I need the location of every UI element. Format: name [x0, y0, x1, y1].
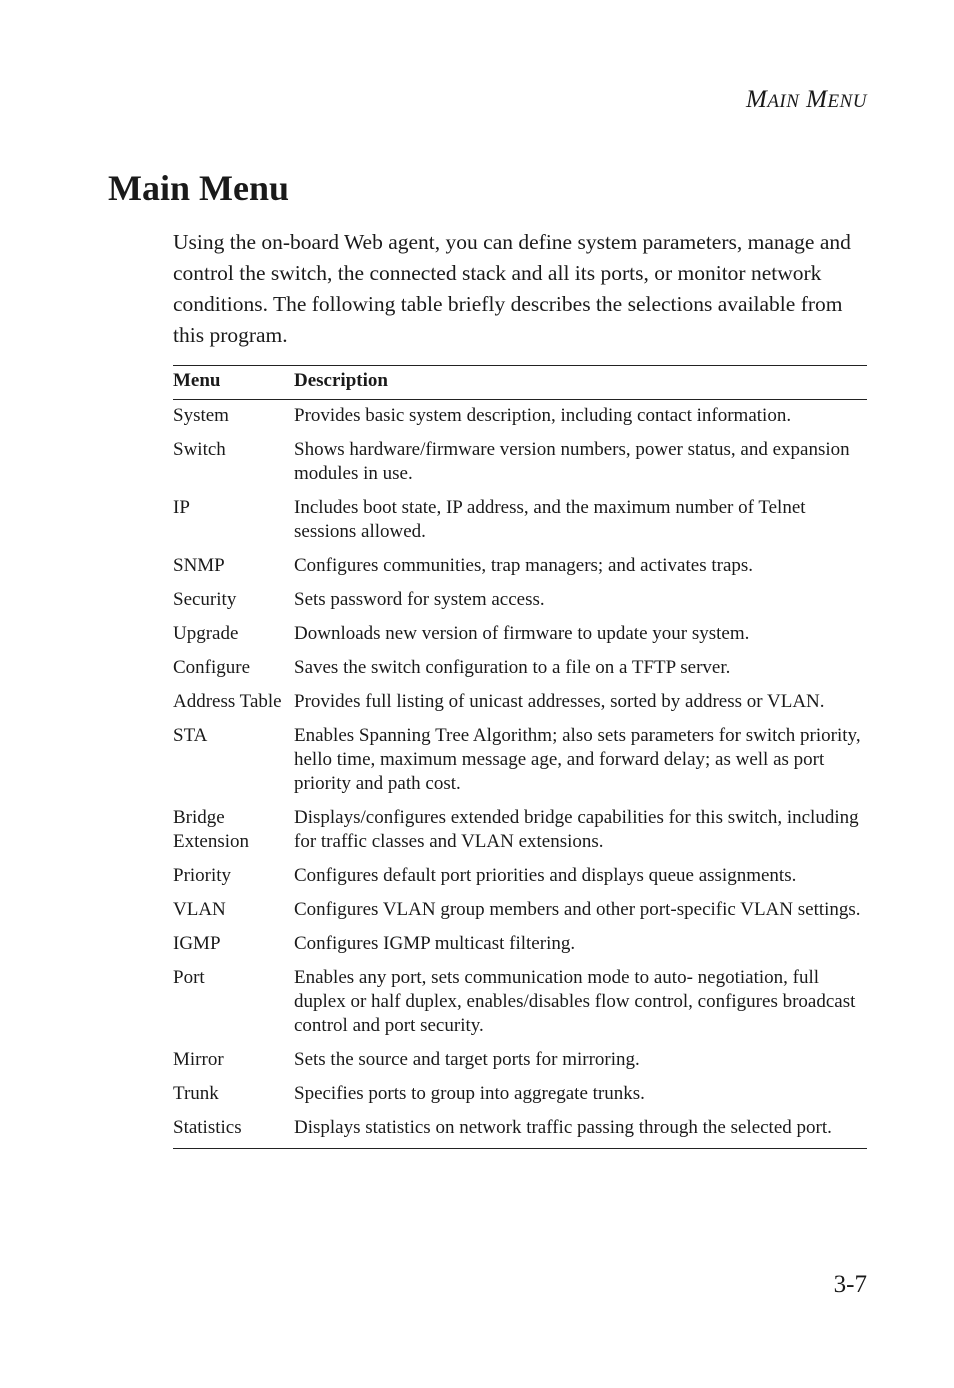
description-cell: Sets the source and target ports for mirroring. [294, 1049, 640, 1070]
menu-cell: VLAN [173, 899, 226, 920]
menu-cell: IGMP [173, 933, 221, 954]
table-row [173, 929, 867, 963]
description-cell: Configures IGMP multicast filtering. [294, 933, 576, 954]
menu-cell: System [173, 405, 229, 426]
running-header-rest-2: ENU [827, 91, 867, 112]
table-row [173, 435, 867, 493]
menu-cell: Port [173, 967, 205, 988]
menu-cell: Switch [173, 439, 226, 460]
description-cell: Configures default port priorities and displays queue assignments. [294, 865, 797, 886]
description-cell: Configures VLAN group members and other port-specific VLAN settings. [294, 899, 861, 920]
menu-cell: Mirror [173, 1049, 224, 1070]
menu-cell: Priority [173, 865, 232, 886]
table-row [173, 551, 867, 585]
description-cell: Enables Spanning Tree Algorithm; also sets parameters for switch priority, hello time, maximum message age, and forward delay; as well as port priority and path cost. [294, 725, 861, 794]
menu-cell: Trunk [173, 1083, 219, 1104]
menu-cell: STA [173, 725, 208, 746]
table-row [173, 619, 867, 653]
menu-cell: SNMP [173, 555, 225, 576]
table-row [173, 963, 867, 1045]
running-header-rest-1: AIN [767, 91, 800, 112]
page-title: Main Menu [108, 168, 290, 208]
table-row [173, 895, 867, 929]
description-cell: Specifies ports to group into aggregate trunks. [294, 1083, 645, 1104]
table-row [173, 687, 867, 721]
table-row [173, 653, 867, 687]
table-header-row [173, 366, 867, 400]
page-number: 3-7 [833, 1271, 867, 1298]
menu-cell: Bridge Extension [173, 807, 249, 852]
description-cell: Shows hardware/firmware version numbers, power status, and expansion modules in use. [294, 439, 850, 484]
description-cell: Displays/configures extended bridge capabilities for this switch, including for traffic classes and VLAN extensions. [294, 807, 859, 852]
menu-table [173, 365, 867, 1149]
table-row [173, 803, 867, 861]
description-cell: Provides basic system description, including contact information. [294, 405, 792, 426]
table-row [173, 585, 867, 619]
description-cell: Downloads new version of firmware to update your system. [294, 623, 750, 644]
menu-cell: Configure [173, 657, 251, 678]
table-row [173, 1113, 867, 1149]
table-row [173, 493, 867, 551]
intro-paragraph: Using the on-board Web agent, you can define system parameters, manage and control the switch, the connected stack and all its ports, or monitor network conditions. The following table briefly describes the selections available from this program. [173, 230, 851, 347]
table-row [173, 400, 867, 436]
running-header [746, 86, 867, 114]
description-cell: Includes boot state, IP address, and the maximum number of Telnet sessions allowed. [294, 497, 806, 542]
description-cell: Sets password for system access. [294, 589, 545, 610]
menu-cell: Address Table [173, 691, 282, 712]
description-cell: Configures communities, trap managers; and activates traps. [294, 555, 754, 576]
column-header-menu: Menu [173, 366, 294, 400]
table-row [173, 1079, 867, 1113]
menu-cell: IP [173, 497, 190, 518]
description-cell: Provides full listing of unicast addresses, sorted by address or VLAN. [294, 691, 825, 712]
column-header-description: Description [294, 366, 867, 400]
description-cell: Saves the switch configuration to a file on a TFTP server. [294, 657, 731, 678]
table-row [173, 1045, 867, 1079]
table-row [173, 861, 867, 895]
running-header-initial-2: M [806, 86, 828, 113]
description-cell: Displays statistics on network traffic passing through the selected port. [294, 1117, 832, 1138]
running-header-initial-1: M [745, 86, 768, 113]
menu-cell: Upgrade [173, 623, 239, 644]
menu-cell: Security [173, 589, 237, 610]
description-cell: Enables any port, sets communication mode to auto- negotiation, full duplex or half duplex, enables/disables flow control, configures broadcast control and port security. [294, 967, 856, 1036]
menu-cell: Statistics [173, 1117, 242, 1138]
table-row [173, 721, 867, 803]
